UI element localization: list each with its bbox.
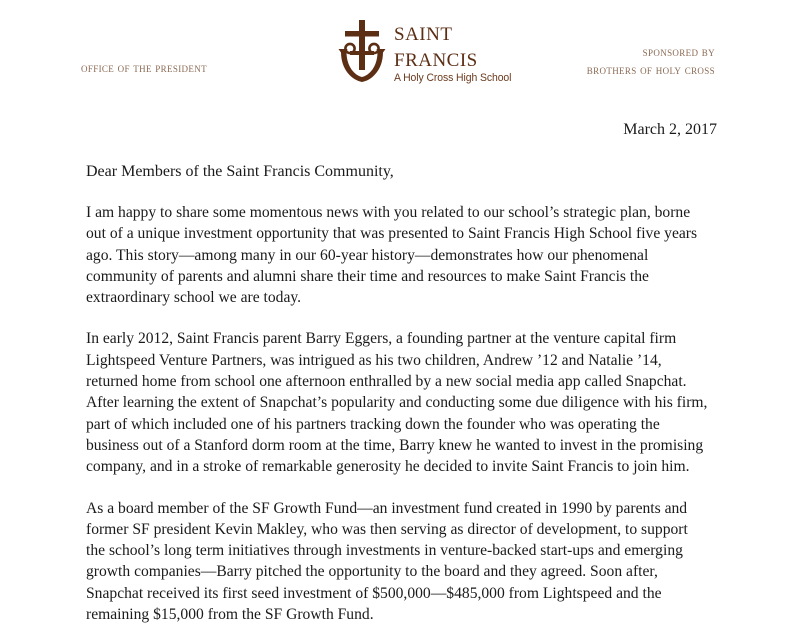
logo-name-line-1: saint: [394, 16, 453, 46]
letter-date: March 2, 2017: [623, 121, 717, 138]
letter-body: [86, 202, 710, 625]
cross-anchor-icon: [336, 18, 388, 86]
logo-tagline: A Holy Cross High School: [394, 72, 512, 84]
letter-paragraph: In early 2012, Saint Francis parent Barry Eggers, a founding partner at the venture capital firm Lightspeed Venture Partners, was intrigued as his two children, Andrew ’12 and Natalie ’14, returned home from school one afternoon enthralled by a new social media app called Snapchat. After learning the extent of Snapchat’s popularity and conducting some due diligence with his firm, part of which included one of his partners tracking down the founder who was operating the business out of a Stanford dorm room at the time, Barry knew he wanted to invest in the promising company, and in a stroke of remarkable generosity he decided to invite Saint Francis to join him.: [86, 330, 708, 476]
logo-wordmark: [394, 16, 518, 84]
office-of-the-president-label: office of the president: [81, 61, 207, 75]
letter-paragraph: As a board member of the SF Growth Fund—an investment fund created in 1990 by parents and former SF president Kevin Makley, who was then serving as director of development, to support the school’s long term initiatives through investments in venture-backed start-ups and emerging growth companies—Barry pitched the opportunity to the board and they agreed. Soon after, Snapchat received its first seed investment of $500,000—$485,000 from Lightspeed and the remaining $15,000 from the SF Growth Fund.: [86, 499, 688, 624]
logo-name-line-2: francis: [394, 42, 478, 72]
sponsor-organization: brothers of holy cross: [586, 63, 715, 77]
letter-salutation: Dear Members of the Saint Francis Community,: [86, 163, 394, 180]
sponsored-by-label: sponsored by: [642, 45, 715, 59]
letter-paragraph: I am happy to share some momentous news with you related to our school’s strategic plan, borne out of a unique investment opportunity that was presented to Saint Francis High School five years ago. This story—among many in our 60-year history—demonstrates how our phenomenal community of parents and alumni share their time and resources to make Saint Francis the extraordinary school we are today.: [86, 204, 698, 307]
school-logo: [336, 16, 512, 88]
letterhead: [0, 0, 797, 100]
sponsor-block: [587, 43, 715, 79]
